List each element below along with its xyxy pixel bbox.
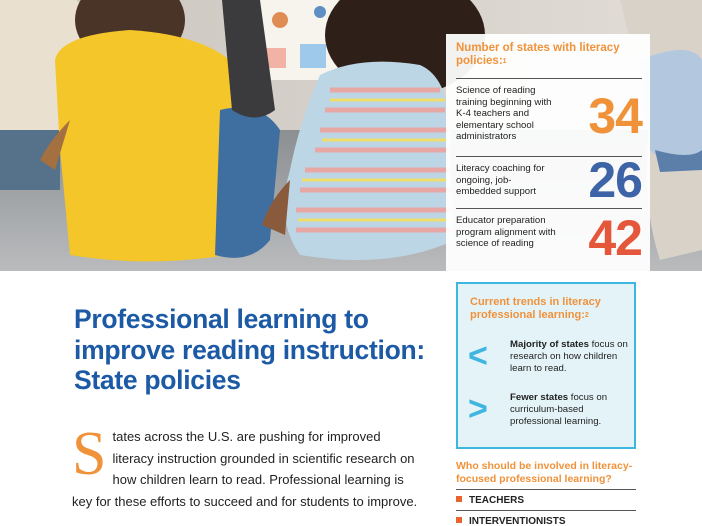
bullet-square-icon (456, 517, 462, 523)
stat-row-literacy-coaching (456, 152, 642, 208)
bullet-square-icon (456, 496, 462, 502)
stat-value: 26 (588, 152, 642, 208)
trend-text: Fewer states focus on curriculum-based professional learning. (510, 392, 608, 427)
stat-value: 42 (588, 210, 642, 266)
greater-than-icon: > (468, 390, 488, 428)
less-than-icon: < (468, 337, 488, 375)
intro-text: tates across the U.S. are pushing for improved literacy instruction grounded in scientific research on how children learn to read. Professional learning is key for these efforts to succeed and for students to improve. (72, 429, 418, 509)
who-involved-title: Who should be involved in literacy-focused professional learning? (456, 460, 633, 485)
stat-label: Literacy coaching for ongoing, job-embedded support (456, 163, 545, 198)
stat-row-science-of-reading (456, 78, 642, 156)
trend-text: Majority of states focus on research on how children learn to read. (510, 339, 628, 374)
who-item-teachers: TEACHERS (456, 489, 636, 506)
stat-value: 34 (588, 88, 642, 144)
who-item-interventionists: INTERVENTIONISTS (456, 510, 636, 526)
current-trends-box (456, 282, 636, 449)
stats-title: Number of states with literacy policies:$^1$ (456, 42, 620, 67)
literacy-policy-stats-panel (446, 34, 650, 271)
intro-paragraph (72, 420, 422, 512)
page-title: Professional learning to improve reading instruction: State policies (74, 304, 425, 395)
stat-label: Educator preparation program alignment with science of reading (456, 215, 556, 250)
stat-label: Science of reading training beginning with K-4 teachers and elementary school administrators (456, 85, 552, 143)
trends-title: Current trends in literacy professional learning:$^2$ (470, 296, 601, 321)
stat-row-educator-preparation (456, 208, 642, 266)
drop-cap: S (72, 420, 107, 488)
